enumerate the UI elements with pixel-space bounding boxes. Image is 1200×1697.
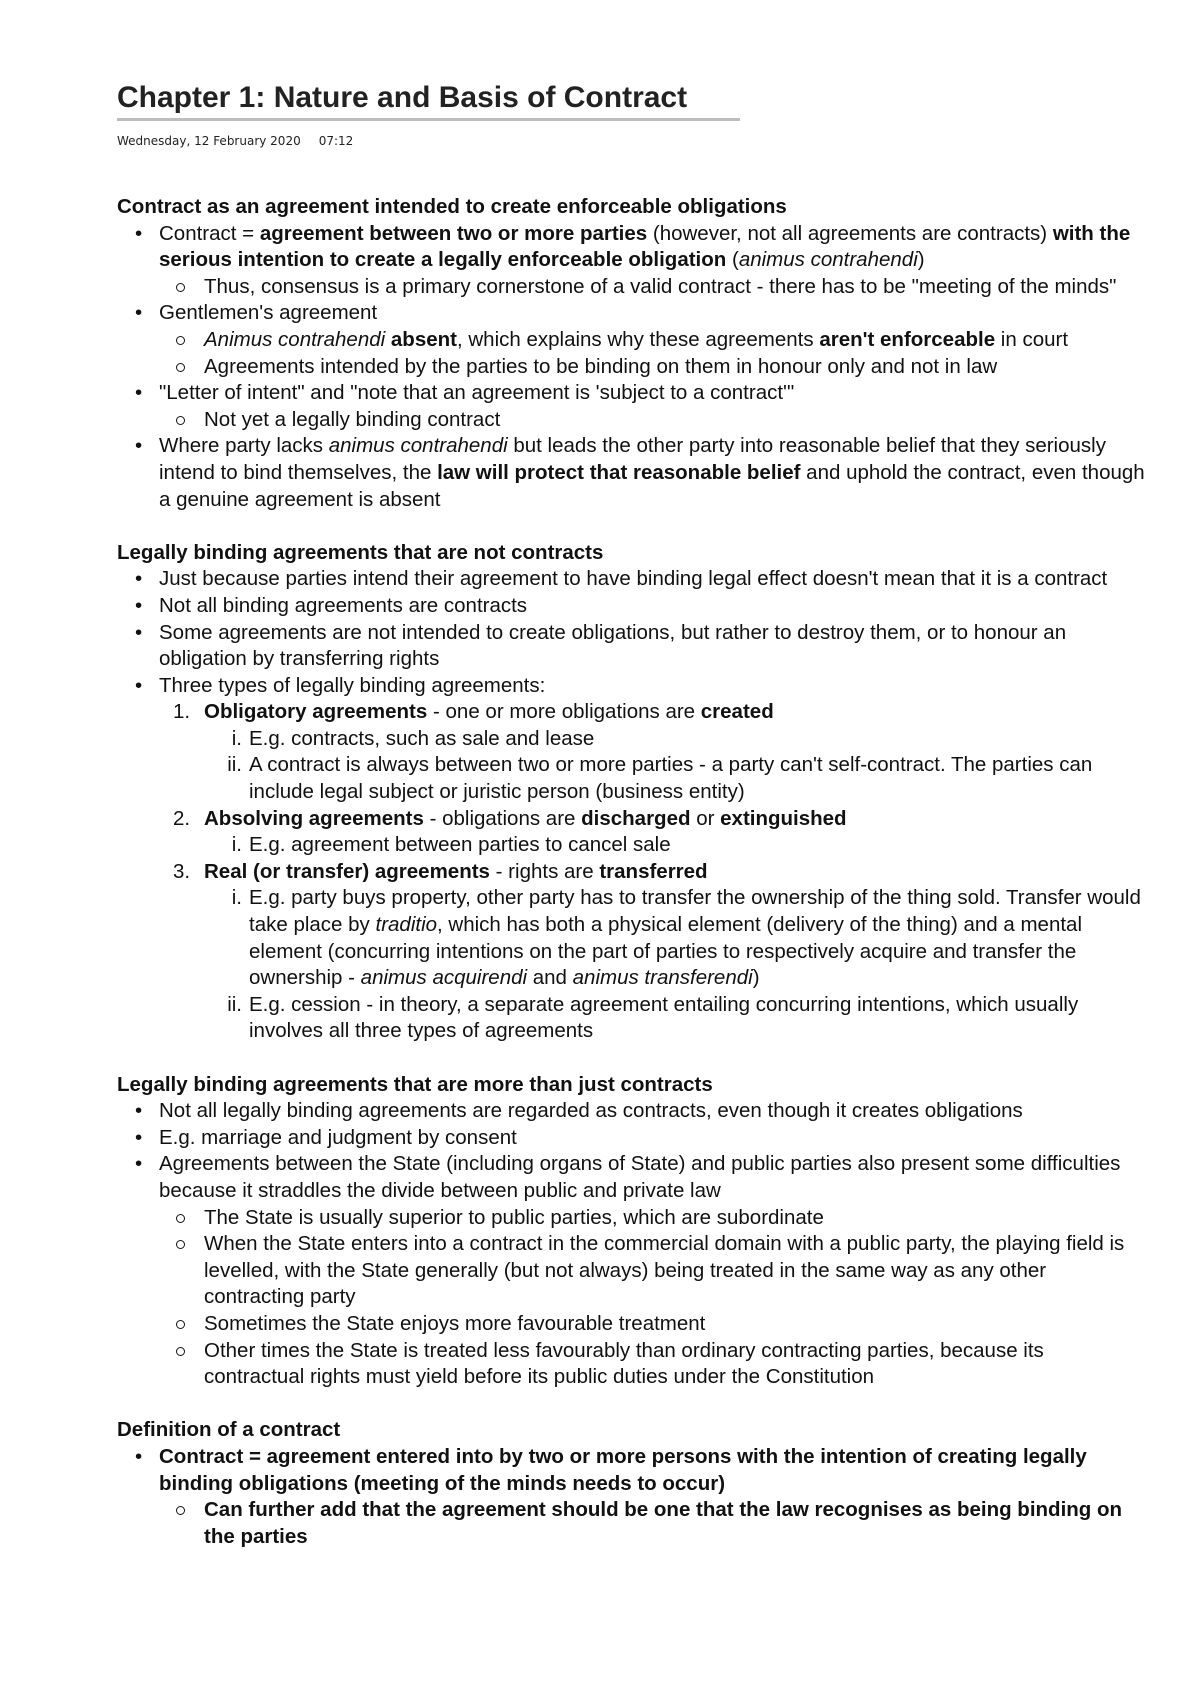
bullet-list bbox=[117, 1098, 1147, 1391]
text-run: - one or more obligations are bbox=[427, 700, 701, 724]
list-item bbox=[117, 433, 1147, 513]
bold-run: Obligatory agreements bbox=[204, 700, 428, 724]
section-heading: Contract as an agreement intended to create enforceable obligations bbox=[117, 195, 787, 218]
list-item bbox=[117, 221, 1147, 301]
italic-run: animus contrahendi bbox=[328, 434, 508, 458]
list-item bbox=[117, 1444, 1147, 1550]
italic-run: traditio bbox=[375, 913, 438, 937]
bold-run: discharged bbox=[581, 806, 691, 830]
sub-list bbox=[159, 1497, 1147, 1550]
section-agreement-obligations bbox=[117, 194, 1147, 513]
text-run: - obligations are bbox=[423, 806, 582, 830]
list-item bbox=[117, 300, 1147, 380]
section-heading: Legally binding agreements that are not contracts bbox=[117, 540, 604, 564]
note-date: Wednesday, 12 February 2020 bbox=[117, 134, 301, 148]
roman-list bbox=[204, 832, 1147, 859]
section-heading: Legally binding agreements that are more than just contracts bbox=[117, 1072, 713, 1096]
roman-item bbox=[204, 992, 1147, 1045]
bold-run: law will protect that reasonable belief bbox=[437, 460, 801, 484]
sub-item: Other times the State is treated less favourably than ordinary contracting parties, because its contractual rights must yield before its public duties under the Constitution bbox=[159, 1338, 1147, 1391]
item-number: i. bbox=[231, 886, 242, 910]
item-number: 1. bbox=[173, 700, 191, 724]
bullet-list bbox=[117, 221, 1147, 514]
numbered-item bbox=[159, 859, 1147, 1045]
bold-run: agreement between two or more parties bbox=[259, 221, 648, 245]
bold-run: created bbox=[700, 700, 774, 724]
note-time: 07:12 bbox=[318, 134, 354, 148]
sub-list bbox=[159, 274, 1147, 301]
text-run: , which has both a physical element (delivery of the thing) and a mental element (concurring intentions on the part of parties to respectively acquire and transfer the ownership - bbox=[249, 913, 1083, 990]
text-run: A contract is always between two or more parties - a party can't self-contract. The parties can include legal subject or juristic person (business entity) bbox=[249, 753, 1093, 804]
text-run: or bbox=[690, 806, 721, 830]
bold-run: with the serious intention to create a legally enforceable obligation bbox=[159, 221, 1131, 272]
text-run: E.g. cession - in theory, a separate agreement entailing concurring intentions, which usually involves all three types of agreements bbox=[249, 992, 1079, 1043]
numbered-list bbox=[159, 699, 1147, 1045]
text-run: ( bbox=[726, 248, 739, 272]
roman-item bbox=[204, 752, 1147, 805]
item-number: i. bbox=[231, 726, 242, 750]
text-run: Three types of legally binding agreements: bbox=[159, 673, 546, 697]
italic-run: animus contrahendi bbox=[738, 248, 918, 272]
item-number: ii. bbox=[227, 753, 242, 777]
item-number: ii. bbox=[227, 992, 242, 1016]
text-run: (however, not all agreements are contracts) bbox=[647, 221, 1053, 245]
text-run: Agreements between the State (including organs of State) and public parties also present some difficulties because it straddles the divide between public and private law bbox=[159, 1152, 1121, 1202]
numbered-item bbox=[159, 699, 1147, 805]
text-run: ) bbox=[917, 248, 925, 272]
text-run: in court bbox=[995, 327, 1069, 351]
sub-list bbox=[159, 1205, 1147, 1391]
text-run: E.g. contracts, such as sale and lease bbox=[249, 726, 595, 750]
sub-item bbox=[159, 1497, 1147, 1550]
roman-item bbox=[204, 885, 1147, 991]
bold-run: extinguished bbox=[720, 806, 847, 830]
bold-run: Contract = agreement entered into by two or more persons with the intention of creating legally binding obligations (meeting of the minds needs to occur) bbox=[159, 1444, 1087, 1495]
text-run: , which explains why these agreements bbox=[456, 327, 820, 351]
section-heading: Definition of a contract bbox=[117, 1418, 341, 1442]
roman-list bbox=[204, 885, 1147, 1045]
sub-item: Not yet a legally binding contract bbox=[159, 407, 1147, 434]
list-item: • Not all binding agreements are contracts bbox=[117, 593, 1147, 620]
bold-run: absent bbox=[390, 327, 457, 351]
text-run: E.g. agreement between parties to cancel sale bbox=[249, 833, 671, 857]
sub-list bbox=[159, 407, 1147, 434]
list-item: • Just because parties intend their agreement to have binding legal effect doesn't mean that it is a contract bbox=[117, 566, 1147, 593]
item-number: 3. bbox=[173, 859, 191, 883]
text-run: Contract = bbox=[159, 221, 260, 245]
text-run: Where party lacks bbox=[159, 434, 329, 458]
list-item bbox=[117, 673, 1147, 1045]
section-binding-not-contracts bbox=[117, 540, 1147, 1045]
sub-item: Thus, consensus is a primary cornerstone of a valid contract - there has to be "meeting of the minds" bbox=[159, 274, 1147, 301]
page-title: Chapter 1: Nature and Basis of Contract bbox=[117, 81, 688, 114]
item-number: 2. bbox=[173, 806, 191, 830]
bullet-list bbox=[117, 566, 1147, 1045]
item-number: i. bbox=[231, 833, 242, 857]
italic-run: Animus contrahendi bbox=[204, 327, 386, 351]
list-item bbox=[117, 1151, 1147, 1390]
text-run: Gentlemen's agreement bbox=[159, 301, 378, 325]
title-block bbox=[117, 80, 740, 121]
bold-run: aren't enforceable bbox=[819, 327, 996, 351]
text-run: "Letter of intent" and "note that an agreement is 'subject to a contract'" bbox=[159, 381, 795, 405]
title-underline bbox=[117, 118, 740, 121]
text-run: ) bbox=[752, 966, 760, 990]
sub-item: Agreements intended by the parties to be binding on them in honour only and not in law bbox=[159, 354, 1147, 381]
list-item bbox=[117, 380, 1147, 433]
list-item: • Not all legally binding agreements are regarded as contracts, even though it creates obligations bbox=[117, 1098, 1147, 1125]
text-run: and bbox=[527, 966, 573, 990]
list-item: • Some agreements are not intended to create obligations, but rather to destroy them, or to honour an obligation by transferring rights bbox=[117, 620, 1147, 673]
roman-item bbox=[204, 832, 1147, 859]
list-item: • E.g. marriage and judgment by consent bbox=[117, 1125, 1147, 1152]
text-run: E.g. party buys property, other party has to transfer the ownership of the thing sold. Transfer would take place by bbox=[249, 886, 1141, 937]
italic-run: animus transferendi bbox=[572, 966, 753, 990]
section-more-than-contracts bbox=[117, 1072, 1147, 1391]
italic-run: animus acquirendi bbox=[360, 966, 528, 990]
text-run: - rights are bbox=[489, 859, 600, 883]
text-run: and uphold the contract, even though a genuine agreement is absent bbox=[159, 460, 1145, 511]
note-timestamp bbox=[117, 134, 353, 148]
bold-run: Real (or transfer) agreements bbox=[204, 859, 490, 883]
bullet-list bbox=[117, 1444, 1147, 1550]
numbered-item bbox=[159, 806, 1147, 859]
text-run: but leads the other party into reasonable belief that they seriously intend to bind themselves, the bbox=[159, 434, 1106, 484]
sub-item bbox=[159, 327, 1147, 354]
note-body bbox=[117, 194, 1147, 1577]
sub-item: When the State enters into a contract in the commercial domain with a public party, the playing field is levelled, with the State generally (but not always) being treated in the same way as any other contracting party bbox=[159, 1231, 1147, 1311]
roman-item bbox=[204, 726, 1147, 753]
bold-run: Can further add that the agreement should be one that the law recognises as being binding on the parties bbox=[204, 1498, 1123, 1548]
section-definition bbox=[117, 1417, 1147, 1550]
roman-list bbox=[204, 726, 1147, 806]
bold-run: Absolving agreements bbox=[204, 806, 424, 830]
sub-list bbox=[159, 327, 1147, 380]
sub-item: Sometimes the State enjoys more favourable treatment bbox=[159, 1311, 1147, 1338]
sub-item: The State is usually superior to public parties, which are subordinate bbox=[159, 1205, 1147, 1232]
bold-run: transferred bbox=[599, 859, 708, 883]
